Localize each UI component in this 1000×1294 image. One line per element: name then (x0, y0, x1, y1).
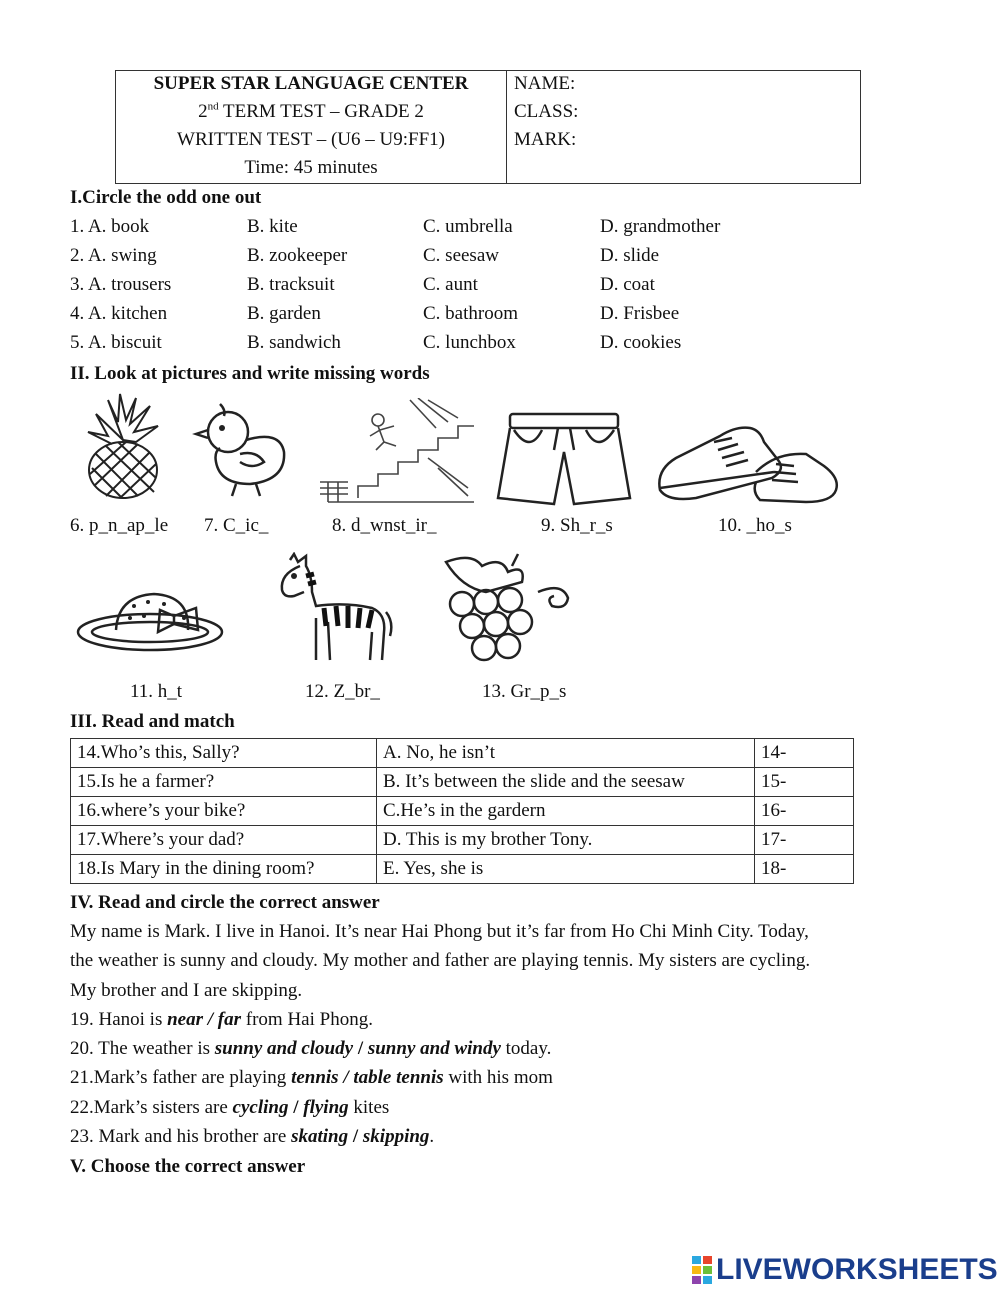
table-row (71, 768, 854, 797)
downstairs-picture (318, 398, 478, 504)
q1-d[interactable]: D. grandmother (600, 216, 721, 237)
q4-d[interactable]: D. Frisbee (600, 303, 680, 324)
q20-option-2[interactable]: sunny and windy (367, 1038, 501, 1059)
section5-title: V. Choose the correct answer (70, 1156, 306, 1177)
term-title: 2nd TERM TEST – GRADE 2 (198, 100, 424, 122)
match-cell[interactable]: 14- (755, 739, 854, 768)
section4-title: IV. Read and circle the correct answer (70, 892, 380, 913)
q2-b[interactable]: B. zookeeper (247, 245, 348, 266)
school-name: SUPER STAR LANGUAGE CENTER (153, 73, 469, 94)
match-cell[interactable]: 18- (755, 855, 854, 884)
section2-title: II. Look at pictures and write missing words (70, 363, 430, 384)
q22: 22.Mark’s sisters are cycling / flying kites (70, 1097, 390, 1118)
q4-c[interactable]: C. bathroom (423, 303, 518, 324)
q5-a[interactable]: 5. A. biscuit (70, 332, 162, 353)
match-cell[interactable]: 15- (755, 768, 854, 797)
logo-text: LIVEWORKSHEETS (716, 1253, 998, 1286)
section1-title: I.Circle the odd one out (70, 187, 262, 208)
class-label: CLASS: (514, 101, 579, 122)
q23-option-1[interactable]: skating (291, 1126, 349, 1147)
q19-options[interactable]: near / far (167, 1009, 242, 1030)
question-cell: 16.where’s your bike? (71, 797, 377, 826)
shorts-picture (494, 410, 634, 506)
name-label: NAME: (514, 73, 576, 94)
question-cell: 15.Is he a farmer? (71, 768, 377, 797)
answer-cell: E. Yes, she is (377, 855, 755, 884)
q5-d[interactable]: D. cookies (600, 332, 682, 353)
match-cell[interactable]: 17- (755, 826, 854, 855)
table-row (71, 797, 854, 826)
passage-line-2: the weather is sunny and cloudy. My mother and father are playing tennis. My sisters are cycling. (70, 950, 811, 971)
header-table (115, 70, 861, 184)
q19: 19. Hanoi is near / far from Hai Phong. (70, 1009, 373, 1030)
q13-word[interactable]: 13. Gr_p_s (482, 681, 567, 702)
zebra-picture (276, 552, 394, 668)
q5-b[interactable]: B. sandwich (247, 332, 341, 353)
passage-line-1: My name is Mark. I live in Hanoi. It’s near Hai Phong but it’s far from Ho Chi Minh City. Today, (70, 921, 809, 942)
q20: 20. The weather is sunny and cloudy / sunny and windy today. (70, 1038, 552, 1059)
table-row (71, 826, 854, 855)
q10-word[interactable]: 10. _ho_s (718, 515, 792, 536)
q9-word[interactable]: 9. Sh_r_s (541, 515, 613, 536)
q3-c[interactable]: C. aunt (423, 274, 478, 295)
logo-blocks-icon (692, 1256, 714, 1284)
header-left-cell (116, 71, 507, 183)
question-cell: 18.Is Mary in the dining room? (71, 855, 377, 884)
q4-a[interactable]: 4. A. kitchen (70, 303, 168, 324)
q5-c[interactable]: C. lunchbox (423, 332, 516, 353)
section3-title: III. Read and match (70, 711, 235, 732)
table-row (71, 855, 854, 884)
q20-option-1[interactable]: sunny and cloudy (214, 1038, 354, 1059)
q1-c[interactable]: C. umbrella (423, 216, 513, 237)
q2-d[interactable]: D. slide (600, 245, 660, 266)
answer-cell: A. No, he isn’t (377, 739, 755, 768)
q8-word[interactable]: 8. d_wnst_ir_ (332, 515, 437, 536)
q12-word[interactable]: 12. Z_br_ (305, 681, 380, 702)
q3-b[interactable]: B. tracksuit (247, 274, 335, 295)
q22-option-2[interactable]: flying (303, 1097, 349, 1118)
chick-picture (190, 400, 290, 498)
q2-c[interactable]: C. seesaw (423, 245, 499, 266)
q1-b[interactable]: B. kite (247, 216, 298, 237)
time-limit: Time: 45 minutes (244, 157, 378, 178)
liveworksheets-logo (690, 1250, 998, 1290)
q23-option-2[interactable]: skipping (362, 1126, 430, 1147)
question-cell: 17.Where’s your dad? (71, 826, 377, 855)
answer-cell: C.He’s in the gardern (377, 797, 755, 826)
grapes-picture (442, 552, 578, 668)
q4-b[interactable]: B. garden (247, 303, 321, 324)
q3-a[interactable]: 3. A. trousers (70, 274, 172, 295)
answer-cell: B. It’s between the slide and the seesaw (377, 768, 755, 797)
hat-picture (74, 590, 226, 654)
q21: 21.Mark’s father are playing tennis / table tennis with his mom (70, 1067, 553, 1088)
question-cell: 14.Who’s this, Sally? (71, 739, 377, 768)
passage-line-3: My brother and I are skipping. (70, 980, 303, 1001)
answer-cell: D. This is my brother Tony. (377, 826, 755, 855)
q2-a[interactable]: 2. A. swing (70, 245, 157, 266)
q6-word[interactable]: 6. p_n_ap_le (70, 515, 169, 536)
match-table (70, 738, 854, 884)
match-cell[interactable]: 16- (755, 797, 854, 826)
pineapple-picture (78, 392, 168, 502)
q23: 23. Mark and his brother are skating / skipping. (70, 1126, 435, 1147)
q1-a[interactable]: 1. A. book (70, 216, 150, 237)
shoes-picture (656, 408, 842, 506)
q11-word[interactable]: 11. h_t (130, 681, 183, 702)
q3-d[interactable]: D. coat (600, 274, 655, 295)
table-row (71, 739, 854, 768)
written-test: WRITTEN TEST – (U6 – U9:FF1) (177, 129, 445, 150)
q7-word[interactable]: 7. C_ic_ (204, 515, 269, 536)
q22-option-1[interactable]: cycling (232, 1097, 289, 1118)
q21-options[interactable]: tennis / table tennis (291, 1067, 444, 1088)
mark-label: MARK: (514, 129, 577, 150)
